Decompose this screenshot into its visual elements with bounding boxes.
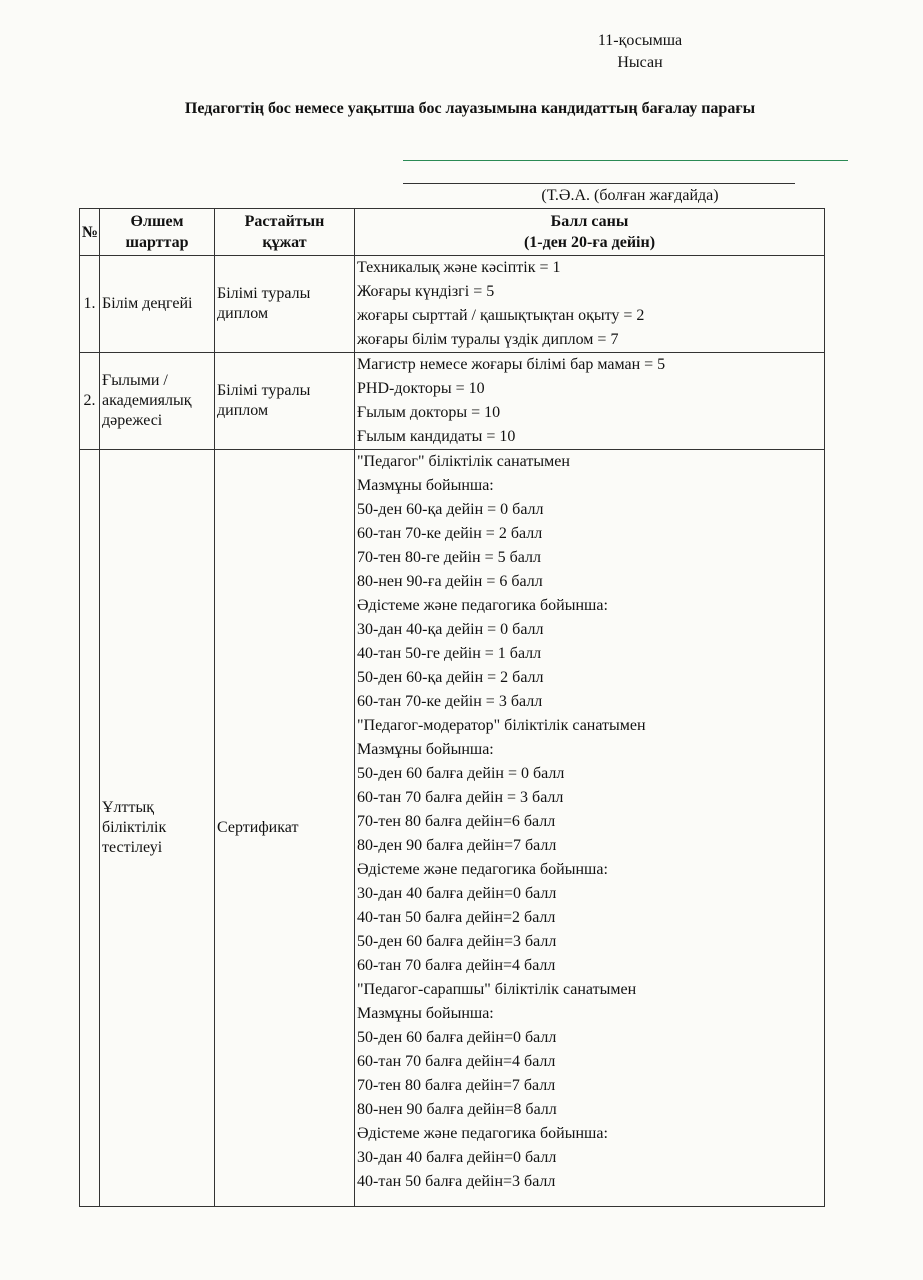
score-line: 60-тан 70-ке дейін = 2 балл: [357, 525, 543, 542]
score-line: 40-тан 50 балға дейін=3 балл: [357, 1173, 556, 1190]
score-line: 50-ден 60-қа дейін = 0 балл: [357, 501, 544, 518]
table-header-row: [80, 209, 825, 256]
row-scores: [355, 450, 825, 1207]
score-line: 50-ден 60-қа дейін = 2 балл: [357, 669, 544, 686]
name-line-2: [403, 183, 795, 184]
score-line: 60-тан 70 балға дейін = 3 балл: [357, 789, 564, 806]
header-score: Балл саны (1-ден 20-ға дейін): [355, 209, 825, 256]
row-scores: [355, 353, 825, 450]
score-line: 50-ден 60 балға дейін=0 балл: [357, 1029, 557, 1046]
header-document: Растайтын құжат: [215, 209, 355, 256]
score-line: Әдістеме және педагогика бойынша:: [357, 1125, 608, 1142]
table-row: [80, 256, 825, 353]
row-criteria: Білім деңгейі: [100, 256, 215, 353]
score-line: Мазмұны бойынша:: [357, 477, 494, 494]
score-line: 80-нен 90-ға дейін = 6 балл: [357, 573, 543, 590]
row-number: 1.: [80, 256, 100, 353]
score-line: 40-тан 50 балға дейін=2 балл: [357, 909, 556, 926]
score-line: 50-ден 60 балға дейін = 0 балл: [357, 765, 565, 782]
score-line: Әдістеме және педагогика бойынша:: [357, 597, 608, 614]
row-number: 2.: [80, 353, 100, 450]
document-title: Педагогтің бос немесе уақытша бос лауазымына кандидаттың бағалау парағы: [184, 100, 756, 117]
score-line: Магистр немесе жоғары білімі бар маман = 5: [357, 356, 666, 373]
annex-block: [560, 30, 720, 74]
score-line: 50-ден 60 балға дейін=3 балл: [357, 933, 557, 950]
score-line: 80-нен 90 балға дейін=8 балл: [357, 1101, 557, 1118]
score-line: Ғылым кандидаты = 10: [357, 428, 516, 445]
score-line: 80-ден 90 балға дейін=7 балл: [357, 837, 557, 854]
score-line: 70-тен 80 балға дейін=6 балл: [357, 813, 556, 830]
score-line: 30-дан 40-қа дейін = 0 балл: [357, 621, 544, 638]
row-document: Сертификат: [215, 450, 355, 1207]
score-line: жоғары білім туралы үздік диплом = 7: [357, 331, 619, 348]
row-criteria: Ғылыми / академиялық дәрежесі: [100, 353, 215, 450]
score-line: 60-тан 70-ке дейін = 3 балл: [357, 693, 543, 710]
score-line: Ғылым докторы = 10: [357, 404, 501, 421]
score-line: Мазмұны бойынша:: [357, 741, 494, 758]
row-criteria: Ұлттық біліктілік тестілеуі: [100, 450, 215, 1207]
score-line: Жоғары күндізгі = 5: [357, 283, 495, 300]
score-line: 30-дан 40 балға дейін=0 балл: [357, 885, 557, 902]
annex-number: 11-қосымша: [597, 32, 683, 49]
score-line: Мазмұны бойынша:: [357, 1005, 494, 1022]
score-line: 40-тан 50-ге дейін = 1 балл: [357, 645, 542, 662]
score-line: 70-тен 80 балға дейін=7 балл: [357, 1077, 556, 1094]
score-line: Техникалық және кәсіптік = 1: [357, 259, 561, 276]
row-document: Білімі туралы диплом: [215, 256, 355, 353]
score-line: PHD-докторы = 10: [357, 380, 485, 397]
form-label: Нысан: [617, 54, 663, 71]
row-number: [80, 450, 100, 1207]
score-line: 60-тан 70 балға дейін=4 балл: [357, 957, 556, 974]
header-no: №: [80, 209, 100, 256]
name-line-label: (Т.Ә.А. (болған жағдайда): [541, 187, 719, 204]
score-line: 30-дан 40 балға дейін=0 балл: [357, 1149, 557, 1166]
name-line-1: [403, 160, 848, 161]
score-line: "Педагог" біліктілік санатымен: [357, 453, 570, 470]
score-line: "Педагог-сарапшы" біліктілік санатымен: [357, 981, 637, 998]
score-line: 70-тен 80-ге дейін = 5 балл: [357, 549, 541, 566]
table-row: [80, 353, 825, 450]
score-line: 60-тан 70 балға дейін=4 балл: [357, 1053, 556, 1070]
row-document: Білімі туралы диплом: [215, 353, 355, 450]
header-criteria: Өлшем шарттар: [100, 209, 215, 256]
row-scores: [355, 256, 825, 353]
score-line: жоғары сырттай / қашықтықтан оқыту = 2: [357, 307, 645, 324]
score-line: "Педагог-модератор" біліктілік санатымен: [357, 717, 646, 734]
table-row: [80, 450, 825, 1207]
evaluation-table: [79, 208, 825, 1207]
score-line: Әдістеме және педагогика бойынша:: [357, 861, 608, 878]
